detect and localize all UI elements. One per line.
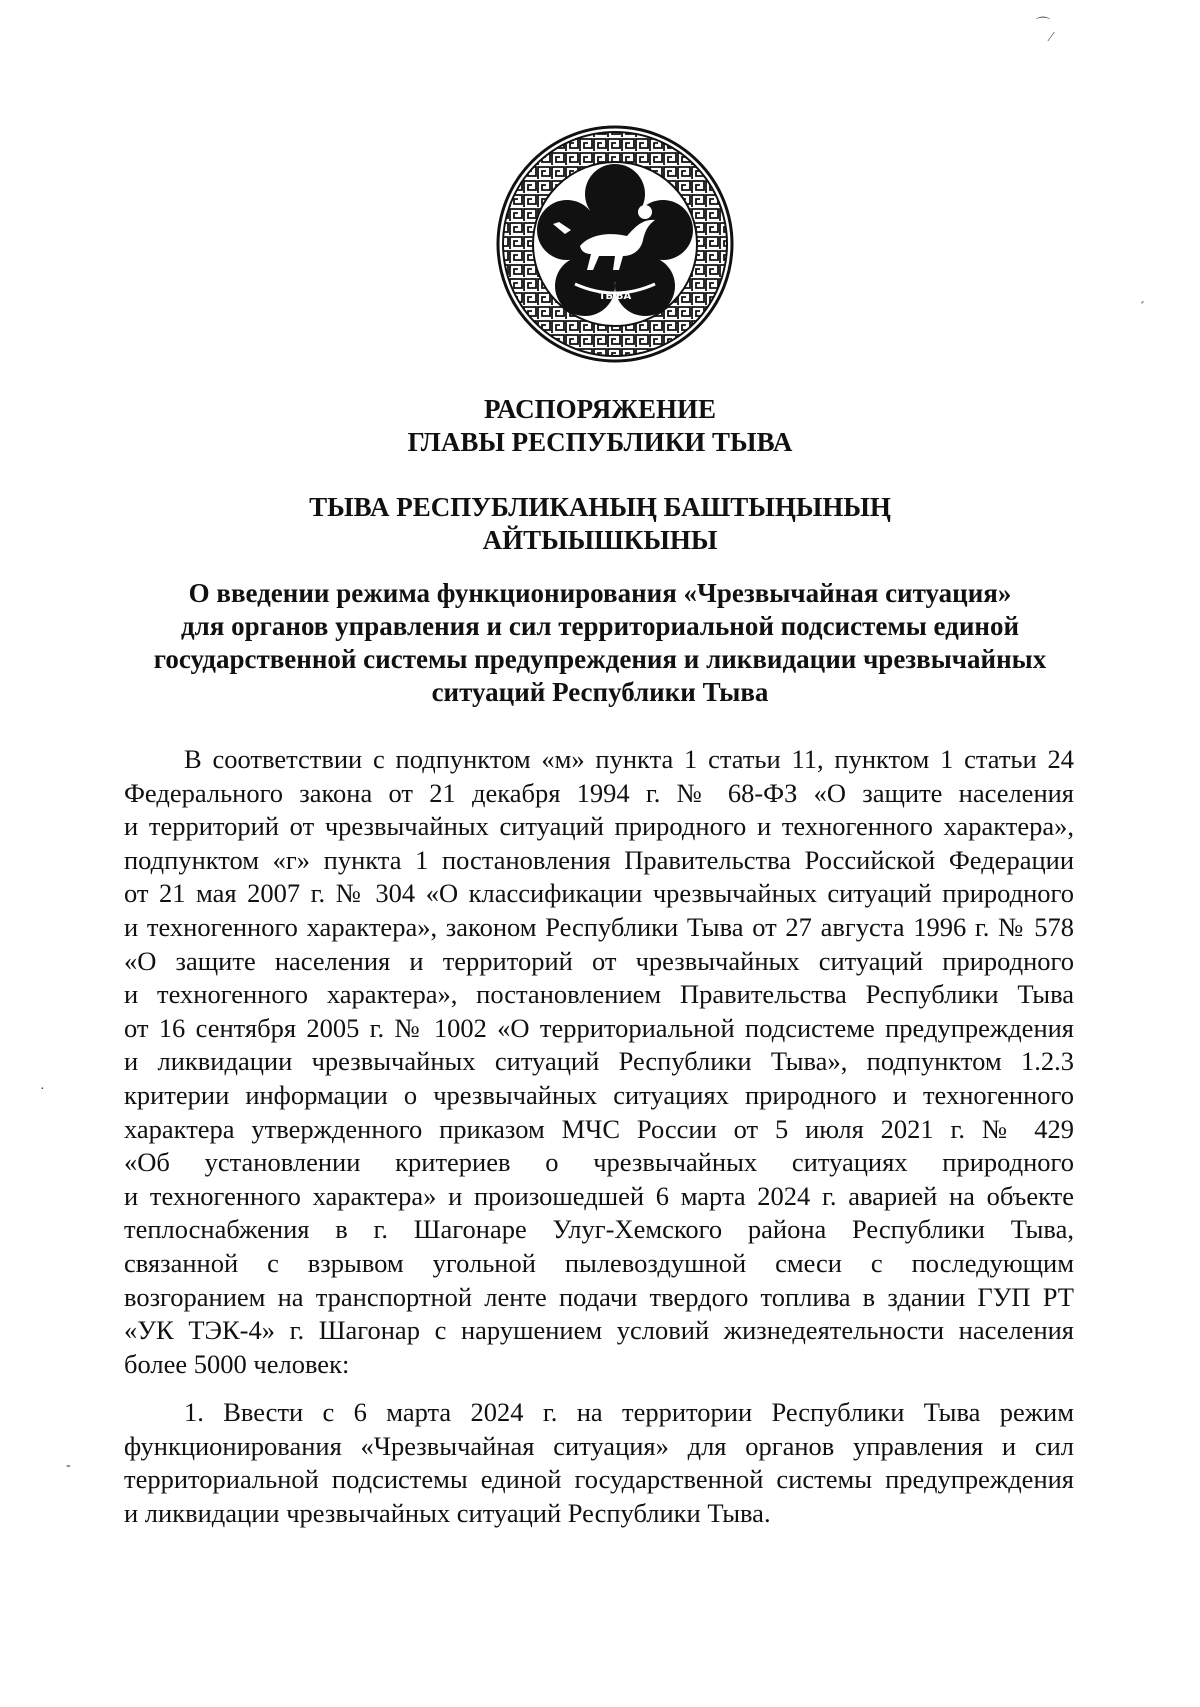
scan-mark: ∕ xyxy=(1050,30,1053,45)
subject-line: ситуаций Республики Тыва xyxy=(431,677,769,707)
scan-mark: - xyxy=(66,1458,71,1473)
emblem-inscription: ТЫВА xyxy=(598,291,632,302)
text-line: В соответствии с подпунктом «м» пункта 1 статьи 11, пунктом 1 статьи 24 xyxy=(184,744,1074,774)
text-line: и ликвидации чрезвычайных ситуаций Республики Тыва. xyxy=(124,1497,771,1528)
text-line: более 5000 человек: xyxy=(124,1348,350,1379)
title-line: ТЫВА РЕСПУБЛИКАНЫҢ БАШТЫҢЫНЫҢ xyxy=(309,492,891,522)
text-line: от 21 мая 2007 г. № 304 «О классификации чрезвычайных ситуаций природного xyxy=(124,878,1074,909)
title-line: ГЛАВЫ РЕСПУБЛИКИ ТЫВА xyxy=(407,427,793,457)
text-line: характера утвержденного приказом МЧС России от 5 июля 2021 г. № 429 xyxy=(124,1113,1074,1144)
text-line: территориальной подсистемы единой государственной системы предупреждения xyxy=(124,1464,1074,1495)
text-line: подпунктом «г» пункта 1 постановления Правительства Российской Федерации xyxy=(124,844,1074,875)
text-line: и техногенного характера», законом Республики Тыва от 27 августа 1996 г. № 578 xyxy=(124,911,1074,942)
text-line: и ликвидации чрезвычайных ситуаций Республики Тыва», подпунктом 1.2.3 xyxy=(124,1046,1074,1077)
scan-mark: ˊ xyxy=(1140,300,1145,315)
item-1-paragraph xyxy=(124,1396,1074,1530)
text-line: связанной с взрывом угольной пылевоздушной смеси с последующим xyxy=(124,1247,1074,1278)
title-line: РАСПОРЯЖЕНИЕ xyxy=(483,394,717,424)
document-title-ru xyxy=(130,393,1070,459)
emblem-graphic xyxy=(495,124,735,364)
scan-mark: · xyxy=(40,1082,45,1097)
text-line: критерии информации о чрезвычайных ситуациях природного и техногенного xyxy=(124,1079,1074,1110)
text-line: возгоранием на транспортной ленте подачи твердого топлива в здании ГУП РТ xyxy=(124,1281,1074,1312)
text-line: и техногенного характера» и произошедшей 6 марта 2024 г. аварией на объекте xyxy=(124,1180,1074,1211)
text-line: от 16 сентября 2005 г. № 1002 «О территориальной подсистеме предупреждения xyxy=(124,1012,1074,1043)
document-title-tyv xyxy=(130,491,1070,557)
text-line: и техногенного характера», постановлением Правительства Республики Тыва xyxy=(124,979,1074,1010)
text-line: и территорий от чрезвычайных ситуаций природного и техногенного характера», xyxy=(124,811,1074,842)
subject-line: для органов управления и сил территориальной подсистемы единой xyxy=(180,611,1020,641)
text-line: «УК ТЭК-4» г. Шагонар с нарушением условий жизнедеятельности населения xyxy=(124,1315,1074,1346)
text-line: 1. Ввести с 6 марта 2024 г. на территории Республики Тыва режим xyxy=(184,1397,1074,1427)
text-line: Федерального закона от 21 декабря 1994 г. № 68-ФЗ «О защите населения xyxy=(124,777,1074,808)
text-line: теплоснабжения в г. Шагонаре Улуг-Хемского района Республики Тыва, xyxy=(124,1214,1074,1245)
scan-mark: ⌒ xyxy=(1036,18,1050,33)
preamble-paragraph xyxy=(124,743,1074,1381)
text-line: «Об установлении критериев о чрезвычайных ситуациях природного xyxy=(124,1147,1074,1178)
document-subject xyxy=(130,577,1070,709)
text-line: «О защите населения и территорий от чрезвычайных ситуаций природного xyxy=(124,945,1074,976)
subject-line: О введении режима функционирования «Чрезвычайная ситуация» xyxy=(188,578,1012,608)
title-line: АЙТЫЫШКЫНЫ xyxy=(482,525,718,555)
coat-of-arms-emblem xyxy=(495,124,735,364)
text-line: функционирования «Чрезвычайная ситуация» для органов управления и сил xyxy=(124,1430,1074,1461)
subject-line: государственной системы предупреждения и ликвидации чрезвычайных xyxy=(153,644,1047,674)
